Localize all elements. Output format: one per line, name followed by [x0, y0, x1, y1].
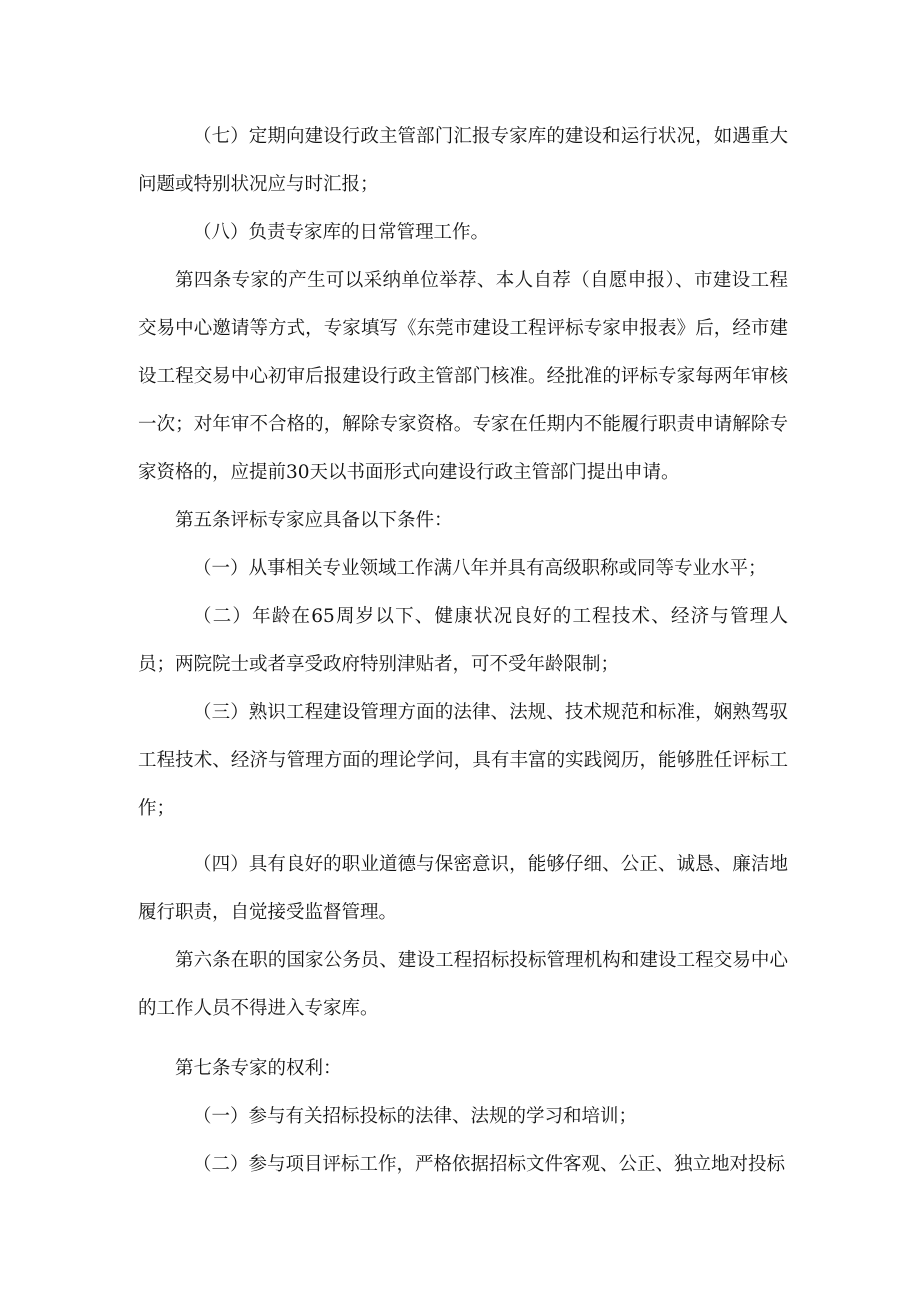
- paragraph-condition-4: （四）具有良好的职业道德与保密意识，能够仔细、公正、诚恳、廉洁地履行职责，自觉接受监督管理。: [138, 854, 788, 923]
- paragraph-condition-3: （三）熟识工程建设管理方面的法律、法规、技术规范和标准，娴熟驾驭工程技术、经济与管理方面的理论学问，具有丰富的实践阅历，能够胜任评标工作；: [138, 702, 788, 819]
- paragraph-condition-2: （二）年龄在65周岁以下、健康状况良好的工程技术、经济与管理人员；两院院士或者享受政府特别津贴者，可不受年龄限制；: [138, 606, 788, 675]
- paragraph-condition-1: （一）从事相关专业领域工作满八年并具有高级职称或同等专业水平；: [193, 558, 767, 579]
- paragraph-article-5: 第五条评标专家应具备以下条件：: [175, 510, 453, 531]
- paragraph-article-7: 第七条专家的权利：: [175, 1058, 342, 1079]
- paragraph-article-4: 第四条专家的产生可以采纳单位举荐、本人自荐（自愿申报）、市建设工程交易中心邀请等方式，专家填写《东莞市建设工程评标专家申报表》后，经市建设工程交易中心初审后报建设行政主管部门核准。经批准的评标专家每两年审核一次；对年审不合格的，解除专家资格。专家在任期内不能履行职责申请解除专家资格的，应提前30天以书面形式向建设行政主管部门提出申请。: [138, 270, 788, 483]
- paragraph-right-1: （一）参与有关招标投标的法律、法规的学习和培训；: [193, 1106, 638, 1127]
- paragraph-item-8: （八）负责专家库的日常管理工作。: [193, 222, 490, 243]
- paragraph-article-6: 第六条在职的国家公务员、建设工程招标投标管理机构和建设工程交易中心的工作人员不得进入专家库。: [138, 950, 788, 1019]
- paragraph-item-7: （七）定期向建设行政主管部门汇报专家库的建设和运行状况，如遇重大问题或特别状况应与时汇报；: [138, 126, 788, 195]
- paragraph-right-2: （二）参与项目评标工作，严格依据招标文件客观、公正、独立地对投标: [193, 1154, 786, 1175]
